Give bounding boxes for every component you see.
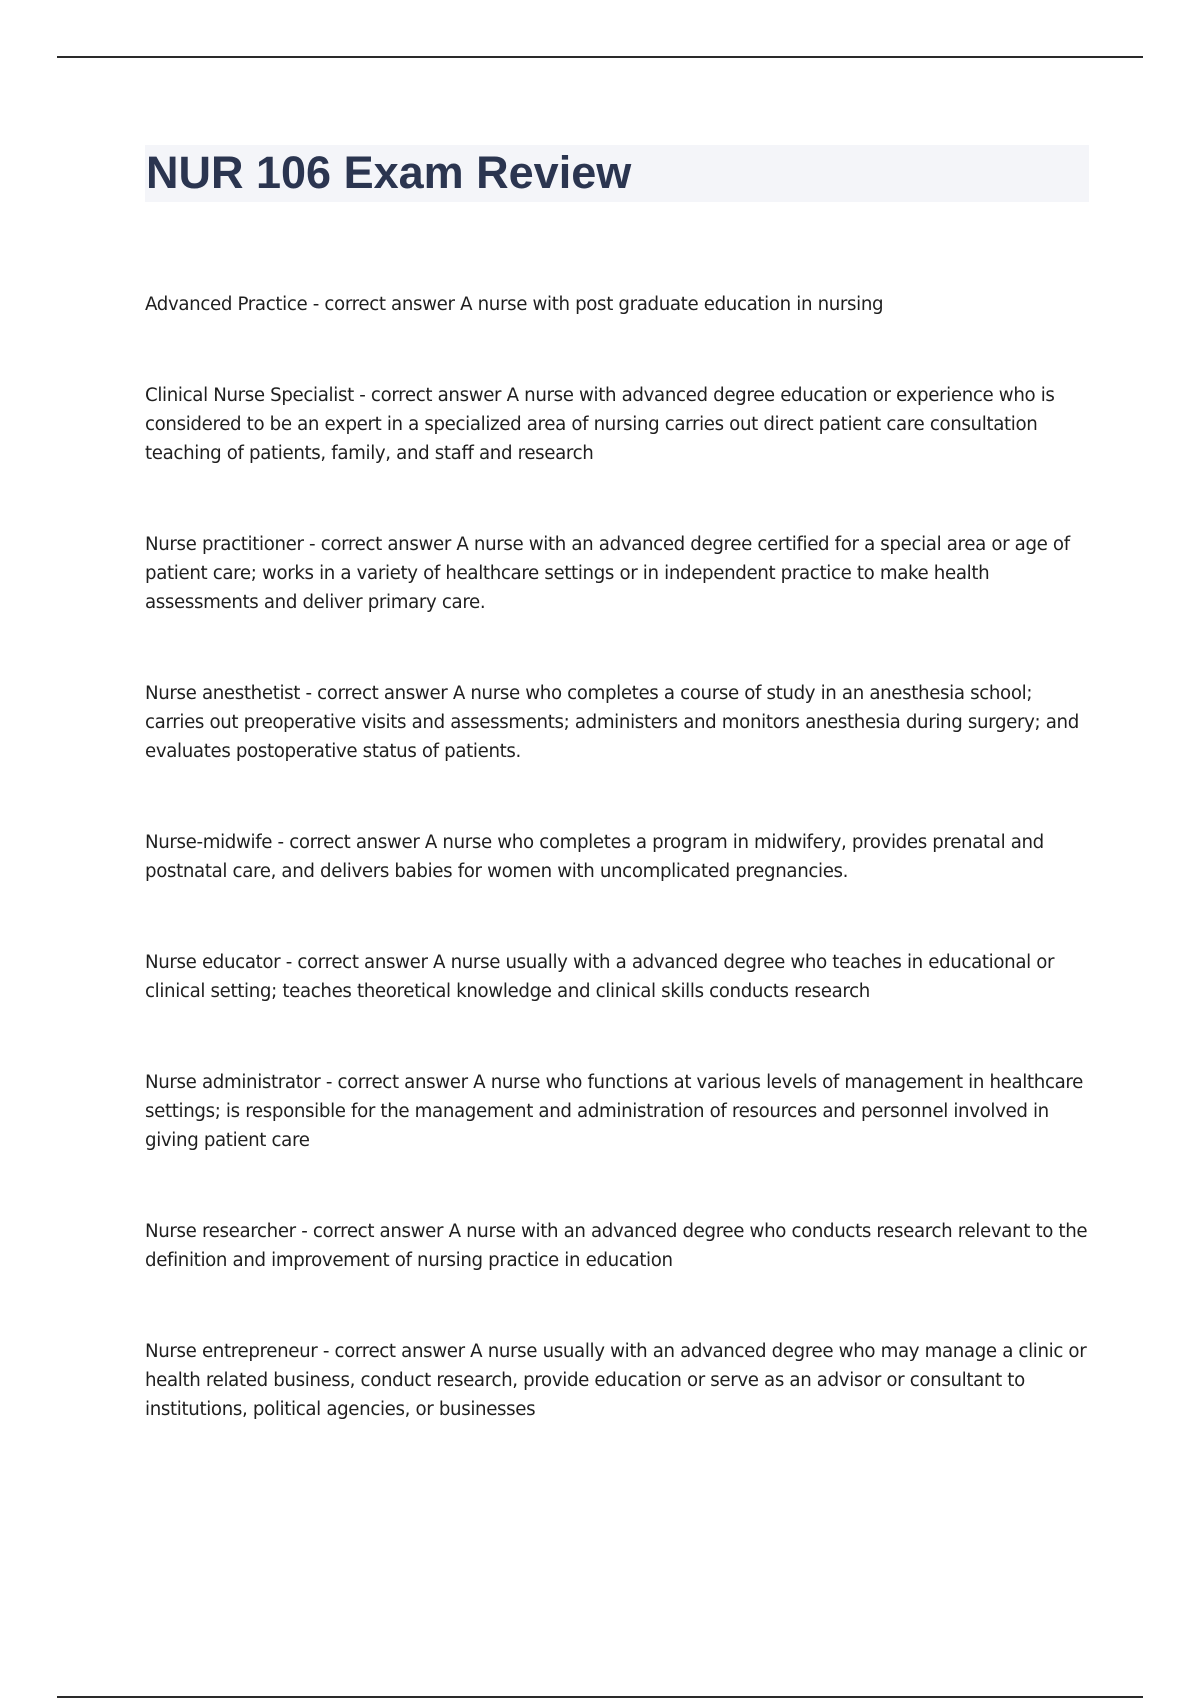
entry-nurse-entrepreneur: Nurse entrepreneur - correct answer A nurse usually with an advanced degree who may manage a clinic or health related business, conduct research, provide education or serve as an advisor or consultant to institutions, political agencies, or businesses (145, 1341, 1087, 1420)
flashcard-list (145, 290, 1095, 1424)
entry-nurse-researcher: Nurse researcher - correct answer A nurse with an advanced degree who conducts research relevant to the definition and improvement of nursing practice in education (145, 1221, 1088, 1271)
entry-nurse-anesthetist: Nurse anesthetist - correct answer A nurse who completes a course of study in an anesthesia school; carries out preoperative visits and assessments; administers and monitors anesthesia during surgery; and evaluates postoperative status of patients. (145, 683, 1079, 762)
top-divider (57, 56, 1143, 58)
entry-nurse-midwife: Nurse-midwife - correct answer A nurse who completes a program in midwifery, provides prenatal and postnatal care, and delivers babies for women with uncomplicated pregnancies. (145, 832, 1044, 882)
entry-nurse-practitioner: Nurse practitioner - correct answer A nurse with an advanced degree certified for a special area or age of patient care; works in a variety of healthcare settings or in independent practice to make health assessments and deliver primary care. (145, 534, 1070, 613)
entry-advanced-practice: Advanced Practice - correct answer A nurse with post graduate education in nursing (145, 294, 884, 315)
entry-clinical-nurse-specialist: Clinical Nurse Specialist - correct answer A nurse with advanced degree education or experience who is considered to be an expert in a specialized area of nursing carries out direct patient care consultation teaching of patients, family, and staff and research (145, 385, 1055, 464)
entry-nurse-administrator: Nurse administrator - correct answer A nurse who functions at various levels of management in healthcare settings; is responsible for the management and administration of resources and personnel involved in giving patient care (145, 1072, 1083, 1151)
page-title: NUR 106 Exam Review (146, 147, 632, 198)
bottom-divider (57, 1696, 1143, 1698)
entry-nurse-educator: Nurse educator - correct answer A nurse usually with a advanced degree who teaches in educational or clinical setting; teaches theoretical knowledge and clinical skills conducts research (145, 952, 1055, 1002)
